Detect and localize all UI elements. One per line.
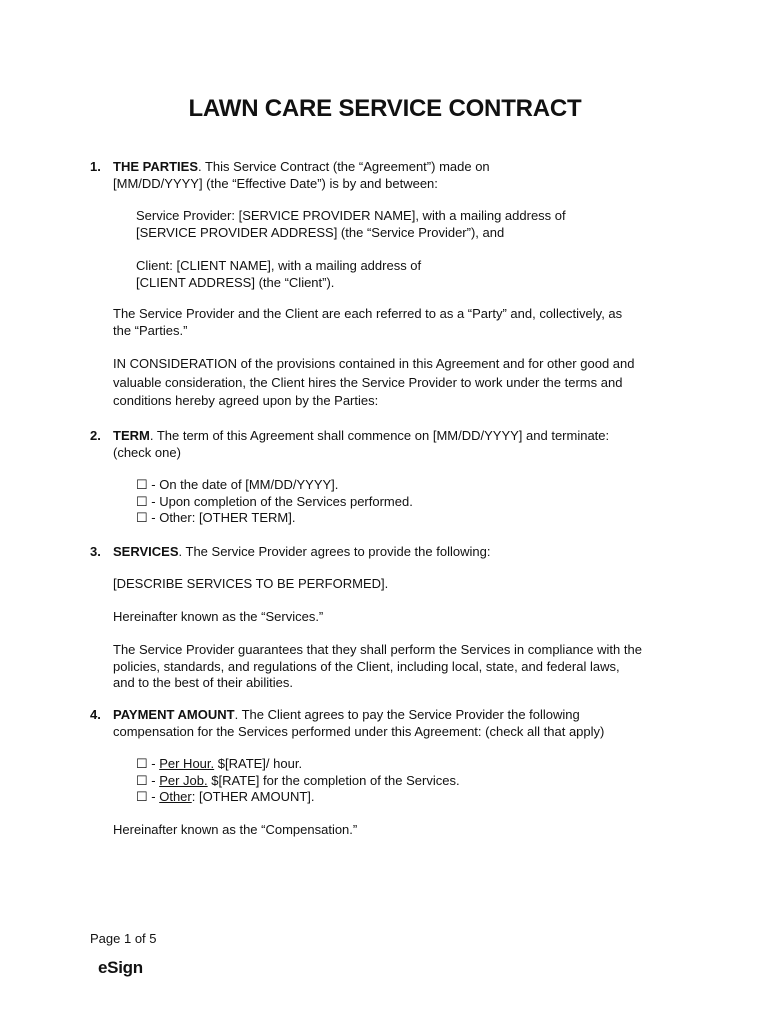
- services-description: [DESCRIBE SERVICES TO BE PERFORMED].: [113, 576, 389, 591]
- section-heading: THE PARTIES: [113, 159, 198, 174]
- section-number: 3.: [90, 544, 101, 559]
- party-definition-paragraph: The Service Provider and the Client are each referred to as a “Party” and, collectively, as the “Parties.”: [113, 306, 623, 338]
- payment-options: [113, 756, 711, 806]
- payment-option-other[interactable]: ☐ - Other: [OTHER AMOUNT].: [136, 789, 315, 804]
- consideration-paragraph: IN CONSIDERATION of the provisions contained in this Agreement and for other good and valuable consideration, the Client hires the Service Provider to work under the terms and conditions hereby agreed upon by the Parties:: [113, 356, 635, 408]
- section-heading: SERVICES: [113, 544, 179, 559]
- term-option[interactable]: ☐ - Other: [OTHER TERM].: [136, 510, 296, 525]
- term-options: [113, 477, 711, 527]
- term-option[interactable]: ☐ - Upon completion of the Services performed.: [136, 493, 413, 509]
- section-number: 2.: [90, 428, 101, 443]
- section-number: 1.: [90, 159, 101, 174]
- document-page: LAWN CARE SERVICE CONTRACT 1. THE PARTIES. This Service Contract (the “Agreement”) made on [MM/DD/YYYY] (the “Effective Date”) is by and between: Service Provider: [SERVICE PROVIDER NAME], with a mailing address of [SERVICE PROVIDER ADDRESS] (the “Service Provider”), and Client: [CLIENT NAME], with a mailing address of [CLIENT ADDRESS] (the “Client”). The Service Provider and the Client are each referred to as a “Party” and, collectively, as the “Parties.” IN CONSIDERATION of the provisions contained in this Agreement and for other good and valuable consideration, the Client hires the Service Provider to work under the terms and conditions hereby agreed upon by the Parties: 2. TERM. The term of this Agreement shall commence on [MM/DD/YYYY] and terminate: (check one) ☐ - On the date of [MM/DD/YYYY]. ☐ - Upon completion of the Services performed. ☐ - Other: [OTHER TERM]. 3. SERVICES. The Service Provider agrees to provide the following: [DESCRIBE SERVICES TO BE PERFORMED]. Hereinafter known as the “Services.” The Service Provider guarantees that they shall perform the Services in compliance with the policies, standards, and regulations of the Client, including local, state, and federal laws, and to the best of their abilities. 4. PAYMENT AMOUNT. The Client agrees to pay the Service Provider the following compensation for the Services performed under this Agreement: (check all that apply) ☐ - Per Hour. $[RATE]/ hour. ☐ - Per Job. $[RATE] for the completion of the Services. ☐ - Other: [OTHER AMOUNT]. Hereinafter known as the “Compensation.” Page 1 of 5 eSign: [0, 0, 770, 1024]
- payment-option-hour[interactable]: ☐ - Per Hour. $[RATE]/ hour.: [136, 756, 303, 771]
- compensation-known-as: Hereinafter known as the “Compensation.”: [113, 822, 358, 837]
- services-known-as: Hereinafter known as the “Services.”: [113, 609, 324, 624]
- section-heading: TERM: [113, 428, 150, 443]
- term-intro: TERM. The term of this Agreement shall commence on [MM/DD/YYYY] and terminate:: [113, 428, 610, 443]
- section-heading: PAYMENT AMOUNT: [113, 707, 235, 722]
- services-intro: SERVICES. The Service Provider agrees to provide the following:: [113, 544, 491, 559]
- payment-intro: PAYMENT AMOUNT. The Client agrees to pay the Service Provider the following: [113, 707, 580, 722]
- document-title: LAWN CARE SERVICE CONTRACT: [188, 95, 582, 122]
- provider-paragraph: Service Provider: [SERVICE PROVIDER NAME], with a mailing address of [SERVICE PROVIDER ADDRESS] (the “Service Provider”), and: [136, 208, 566, 240]
- client-paragraph: Client: [CLIENT NAME], with a mailing address of [CLIENT ADDRESS] (the “Client”).: [136, 258, 422, 290]
- section-number: 4.: [90, 707, 101, 722]
- esign-logo: eSign: [98, 958, 143, 977]
- page-number: Page 1 of 5: [90, 931, 157, 946]
- payment-option-job[interactable]: ☐ - Per Job. $[RATE] for the completion of the Services.: [136, 772, 460, 788]
- parties-intro: THE PARTIES. This Service Contract (the “Agreement”) made on: [113, 159, 490, 174]
- term-option[interactable]: ☐ - On the date of [MM/DD/YYYY].: [136, 477, 339, 492]
- guarantee-paragraph: The Service Provider guarantees that they shall perform the Services in compliance with the policies, standards, and regulations of the Client, including local, state, and federal laws, and to the best of their abilities.: [113, 642, 642, 690]
